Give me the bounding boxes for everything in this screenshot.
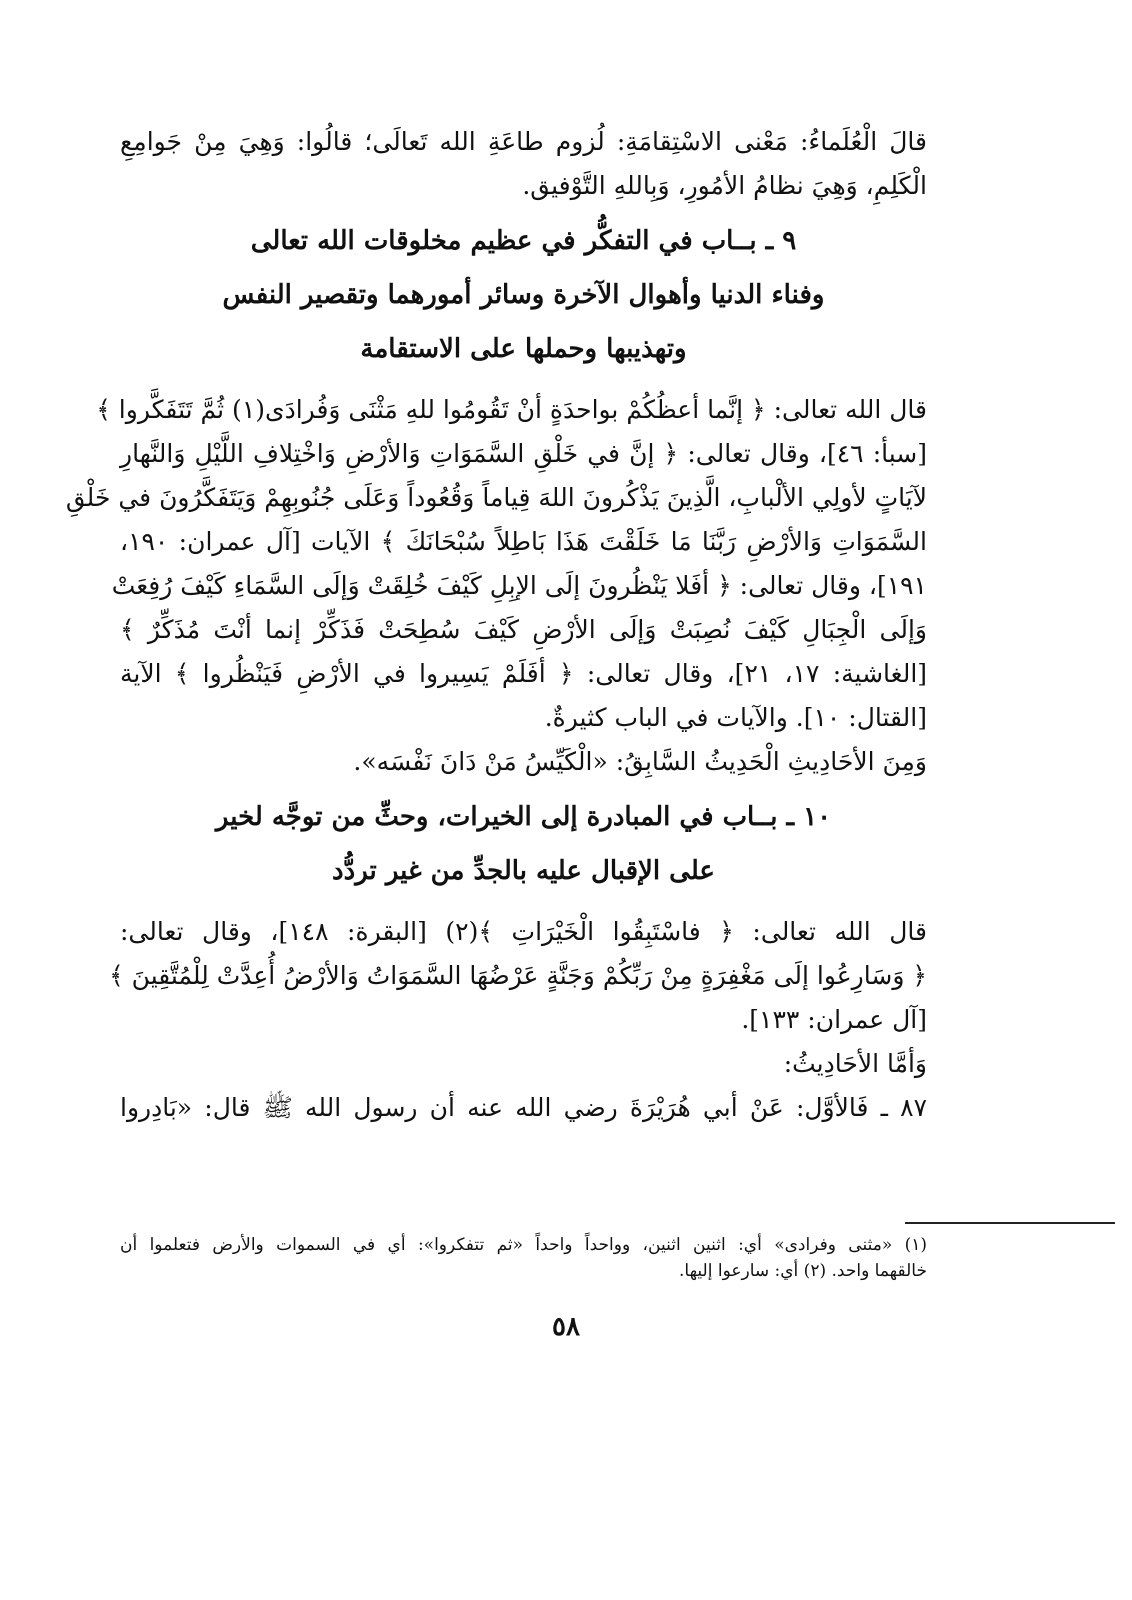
text-line: لآيَاتٍ لأولِي الألْبابِ، الَّذِينَ يَذْكُرونَ اللهَ قِياماً وَقُعُوداً وَعَلَى جُنُوبِهِمْ وَيَتَفَكَّرُونَ في خَلْقِ — [65, 483, 927, 512]
chapter-title-line: وفناء الدنيا وأهوال الآخرة وسائر أمورهما وتقصير النفس — [222, 280, 825, 310]
ahadith-label: وَأمَّا الأحَادِيثُ: — [783, 1049, 927, 1078]
footnotes — [120, 1232, 927, 1284]
chapter-title-line: وتهذيبها وحملها على الاستقامة — [360, 334, 687, 364]
chapter-title-line: ٩ ـ بــاب في التفكُّر في عظيم مخلوقات الله تعالى — [250, 226, 797, 256]
main-text — [65, 120, 928, 1130]
chapter-10-body — [109, 910, 927, 1130]
intro-paragraph — [120, 120, 927, 208]
text-line: [سبأ: ٤٦]، وقال تعالى: ﴿ إنَّ في خَلْقِ السَّمَوَاتِ وَالأرْضِ وَاخْتِلافِ اللَّيْلِ وَالنَّهارِ — [120, 439, 927, 468]
text-line: ١٩١]، وقال تعالى: ﴿ أفَلا يَنْظُرونَ إلَى الإبِلِ كَيْفَ خُلِقَتْ وَإلَى السَّمَاءِ كَيْفَ رُفِعَتْ — [111, 571, 927, 600]
chapter-title-line: ١٠ ـ بــاب في المبادرة إلى الخيرات، وحثِّ من توجَّه لخير — [215, 802, 832, 832]
text-line: الْكَلِمِ، وَهِيَ نظامُ الأمُورِ، وَبِاللهِ التَّوْفيق. — [522, 171, 927, 200]
text-line: ﴿ وَسَارِعُوا إلَى مَغْفِرَةٍ مِنْ رَبِّكُمْ وَجَنَّةٍ عَرْضُهَا السَّمَوَاتُ وَالأرْضُ أُعِدَّتْ لِلْمُتَّقِينَ ﴾ — [109, 961, 927, 990]
text-line: قال الله تعالى: ﴿ فاسْتَبِقُوا الْخَيْرَاتِ ﴾(٢) [البقرة: ١٤٨]، وقال تعالى: — [120, 917, 927, 946]
text-line: قالَ الْعُلَماءُ: مَعْنى الاسْتِقامَةِ: لُزوم طاعَةِ الله تَعالَى؛ قالُوا: وَهِيَ مِنْ جَوامِعِ — [120, 127, 927, 156]
footnote-line: خالقهما واحد. (٢) أي: سارعوا إليها. — [678, 1261, 927, 1281]
text-line: [القتال: ١٠]. والآيات في الباب كثيرةٌ. — [544, 703, 927, 732]
footnote-divider — [905, 1222, 1115, 1224]
hadith-reference-line: وَمِنَ الأحَادِيثِ الْحَدِيثُ السَّابِقُ: «الْكَيِّسُ مَنْ دَانَ نَفْسَه». — [353, 747, 927, 776]
first-hadith-line: ٨٧ ـ فَالأوَّل: عَنْ أبي هُرَيْرَةَ رضي الله عنه أن رسول الله ﷺ قال: «بَادِروا — [120, 1093, 927, 1122]
chapter-10-heading — [120, 790, 927, 898]
text-line: السَّمَوَاتِ وَالأرْضِ رَبَّنَا مَا خَلَقْتَ هَذَا بَاطِلاً سُبْحَانَكَ ﴾ الآيات [آل عمران: ١٩٠، — [120, 527, 927, 556]
footnote-line: (١) «مثنى وفرادى» أي: اثنين اثنين، وواحداً واحداً «ثم تتفكروا»: أي في السموات والأرض فتعلموا أن — [120, 1235, 927, 1255]
text-line: [الغاشية: ١٧، ٢١]، وقال تعالى: ﴿ أفَلَمْ يَسِيروا في الأرْضِ فَيَنْظُروا ﴾ الآية — [120, 659, 928, 688]
text-line: قال الله تعالى: ﴿ إنَّما أعظُكُمْ بواحدَةٍ أنْ تَقُومُوا للهِ مَثْنَى وَفُرادَى(١) ثُمَّ تَتَفَكَّروا ﴾ — [96, 395, 927, 424]
page-number: ٥٨ — [552, 1312, 580, 1342]
chapter-9-heading — [120, 214, 927, 376]
text-line: وَإلَى الْجِبَالِ كَيْفَ نُصِبَتْ وَإلَى الأرْضِ كَيْفَ سُطِحَتْ فَذَكِّرْ إنما أنْتَ مُذَكِّرٌ ﴾ — [120, 615, 927, 644]
chapter-9-body — [65, 388, 928, 784]
chapter-title-line: على الإقبال عليه بالجدِّ من غير تردُّد — [332, 856, 715, 886]
text-line: [آل عمران: ١٣٣]. — [741, 1005, 927, 1034]
